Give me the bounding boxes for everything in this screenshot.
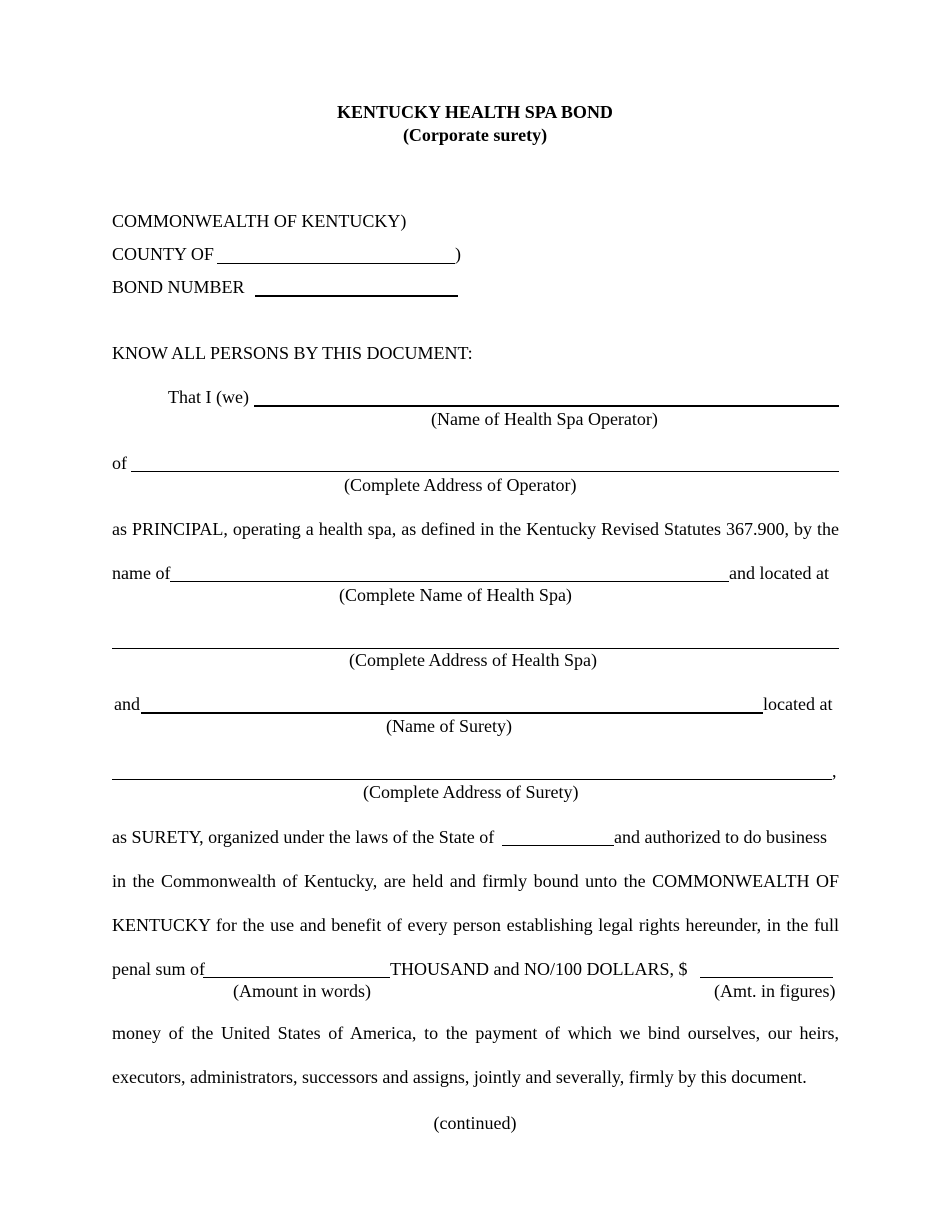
executors-line: executors, administrators, successors and assigns, jointly and severally, firmly by this document. (112, 1067, 807, 1087)
that-i-label: That I (we) (168, 387, 249, 407)
amount-words-caption: (Amount in words) (233, 981, 371, 1001)
county-label: COUNTY OF (112, 244, 214, 264)
kentucky-line: KENTUCKY for the use and benefit of every person establishing legal rights hereunder, in the full (112, 915, 839, 935)
principal-line: as PRINCIPAL, operating a health spa, as defined in the Kentucky Revised Statutes 367.900, by the (112, 519, 839, 539)
bond-number-label: BOND NUMBER (112, 277, 245, 297)
penal-sum-label: penal sum of (112, 959, 205, 979)
surety-address-comma: , (832, 761, 837, 781)
bond-number-field[interactable] (255, 295, 458, 297)
county-close-paren: ) (455, 244, 461, 264)
located-at-label: located at (763, 694, 833, 714)
and-label: and (114, 694, 140, 714)
name-of-label: name of (112, 563, 171, 583)
amount-figures-caption: (Amt. in figures) (714, 981, 836, 1001)
surety-name-caption: (Name of Surety) (386, 716, 512, 736)
surety-line-start: as SURETY, organized under the laws of the State of (112, 827, 495, 847)
of-label: of (112, 453, 127, 473)
surety-name-field[interactable] (141, 712, 763, 714)
spa-name-caption: (Complete Name of Health Spa) (339, 585, 572, 605)
spa-name-field[interactable] (170, 581, 729, 582)
surety-address-caption: (Complete Address of Surety) (363, 782, 579, 802)
amount-words-field[interactable] (203, 977, 390, 978)
operator-name-caption: (Name of Health Spa Operator) (431, 409, 658, 429)
county-field[interactable] (217, 263, 455, 264)
operator-address-caption: (Complete Address of Operator) (344, 475, 577, 495)
commonwealth-label: COMMONWEALTH OF KENTUCKY) (112, 211, 407, 231)
know-all-heading: KNOW ALL PERSONS BY THIS DOCUMENT: (112, 343, 473, 363)
thousand-label: THOUSAND and NO/100 DOLLARS, $ (390, 959, 688, 979)
operator-name-field[interactable] (254, 405, 839, 407)
and-located-at-label: and located at (729, 563, 829, 583)
spa-address-caption: (Complete Address of Health Spa) (349, 650, 597, 670)
continued-note: (continued) (433, 1113, 517, 1133)
operator-address-field[interactable] (131, 471, 839, 472)
amount-figures-field[interactable] (700, 977, 833, 978)
surety-address-field[interactable] (112, 779, 832, 780)
money-line: money of the United States of America, to the payment of which we bind ourselves, our heirs, (112, 1023, 839, 1043)
document-title: KENTUCKY HEALTH SPA BOND (337, 102, 613, 122)
surety-state-field[interactable] (502, 845, 614, 846)
held-line: in the Commonwealth of Kentucky, are held and firmly bound unto the COMMONWEALTH OF (112, 871, 839, 891)
surety-line-end: and authorized to do business (614, 827, 827, 847)
document-subtitle: (Corporate surety) (402, 125, 548, 145)
